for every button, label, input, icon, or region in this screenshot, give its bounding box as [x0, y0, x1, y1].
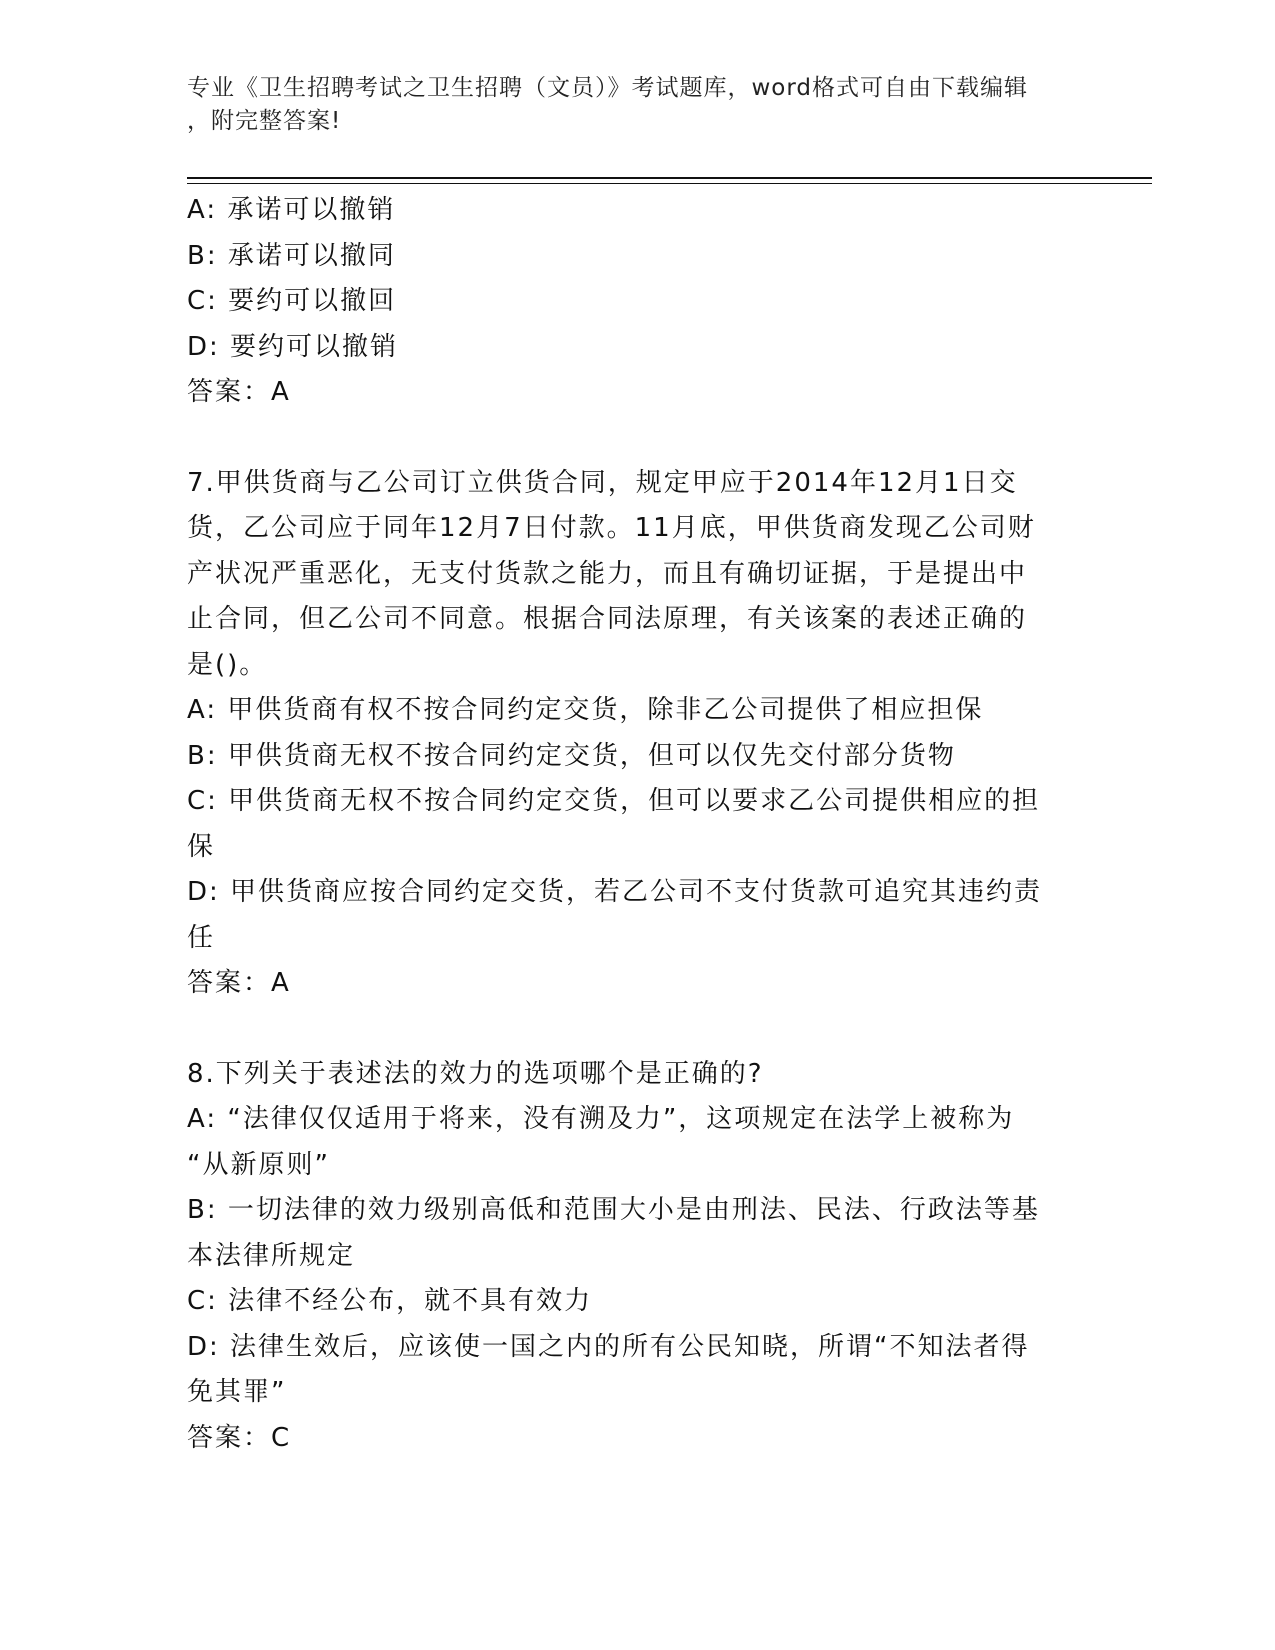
- q6-answer: [187, 370, 1087, 416]
- q7-answer: [187, 961, 1087, 1007]
- question-8: [187, 1052, 1087, 1462]
- q7-answer-label: 答案：: [187, 968, 272, 998]
- q7-stem-line: 货，乙公司应于同年12月7日付款。11月底，甲供货商发现乙公司财: [187, 513, 1036, 543]
- q7-stem-line: 7.甲供货商与乙公司订立供货合同，规定甲应于2014年12月1日交: [187, 467, 1018, 498]
- q8-option-d: D: 法律生效后，应该使一国之内的所有公民知晓，所谓“不知法者得: [187, 1331, 1030, 1362]
- question-6: [187, 188, 1087, 416]
- q8-option-b-cont: 本法律所规定: [187, 1240, 356, 1271]
- q7-option-d-cont: 任: [187, 922, 216, 953]
- q6-option-d: D: 要约可以撤销: [187, 331, 399, 362]
- q6-option-c: C: 要约可以撤回: [187, 286, 397, 316]
- question-7: [187, 461, 1087, 1007]
- header-rule-thick: [187, 177, 1152, 179]
- q8-answer-value: C: [271, 1422, 292, 1453]
- header-line-1: 专业《卫生招聘考试之卫生招聘（文员）》考试题库，word格式可自由下载编辑: [187, 75, 1029, 101]
- q7-stem-line: 止合同，但乙公司不同意。根据合同法原理，有关该案的表述正确的: [187, 604, 1028, 634]
- q7-answer-value: A: [271, 968, 291, 998]
- q7-option-b: B: 甲供货商无权不按合同约定交货，但可以仅先交付部分货物: [187, 740, 956, 771]
- q8-option-a: A: “法律仅仅适用于将来，没有溯及力”，这项规定在法学上被称为: [187, 1104, 1015, 1134]
- q7-option-c: C: 甲供货商无权不按合同约定交货，但可以要求乙公司提供相应的担: [187, 786, 1041, 816]
- q8-option-b: B: 一切法律的效力级别高低和范围大小是由刑法、民法、行政法等基: [187, 1195, 1040, 1225]
- q6-option-a: A: 承诺可以撤销: [187, 195, 396, 225]
- document-header: [187, 72, 1067, 138]
- q8-answer: [187, 1416, 1087, 1462]
- question-list: [187, 188, 1087, 1461]
- q6-answer-label: 答案：: [187, 377, 272, 407]
- q7-stem-line: 产状况严重恶化，无支付货款之能力，而且有确切证据，于是提出中: [187, 558, 1028, 589]
- q8-answer-label: 答案：: [187, 1422, 272, 1453]
- q7-stem-line: 是()。: [187, 649, 268, 680]
- q7-option-a: A: 甲供货商有权不按合同约定交货，除非乙公司提供了相应担保: [187, 695, 984, 725]
- q8-option-a-cont: “从新原则”: [187, 1149, 330, 1180]
- q7-option-d: D: 甲供货商应按合同约定交货，若乙公司不支付货款可追究其违约责: [187, 877, 1043, 907]
- header-rule-thin: [187, 183, 1152, 184]
- q6-option-b: B: 承诺可以撤同: [187, 240, 396, 271]
- q7-option-c-cont: 保: [187, 831, 216, 862]
- question-gap: [187, 1007, 1087, 1052]
- question-gap: [187, 416, 1087, 461]
- header-line-2: ，附完整答案!: [187, 108, 342, 134]
- q6-answer-value: A: [271, 377, 291, 407]
- q8-option-c: C: 法律不经公布，就不具有效力: [187, 1286, 593, 1316]
- q8-option-d-cont: 免其罪”: [187, 1377, 287, 1407]
- q8-stem-line: 8.下列关于表述法的效力的选项哪个是正确的?: [187, 1058, 764, 1089]
